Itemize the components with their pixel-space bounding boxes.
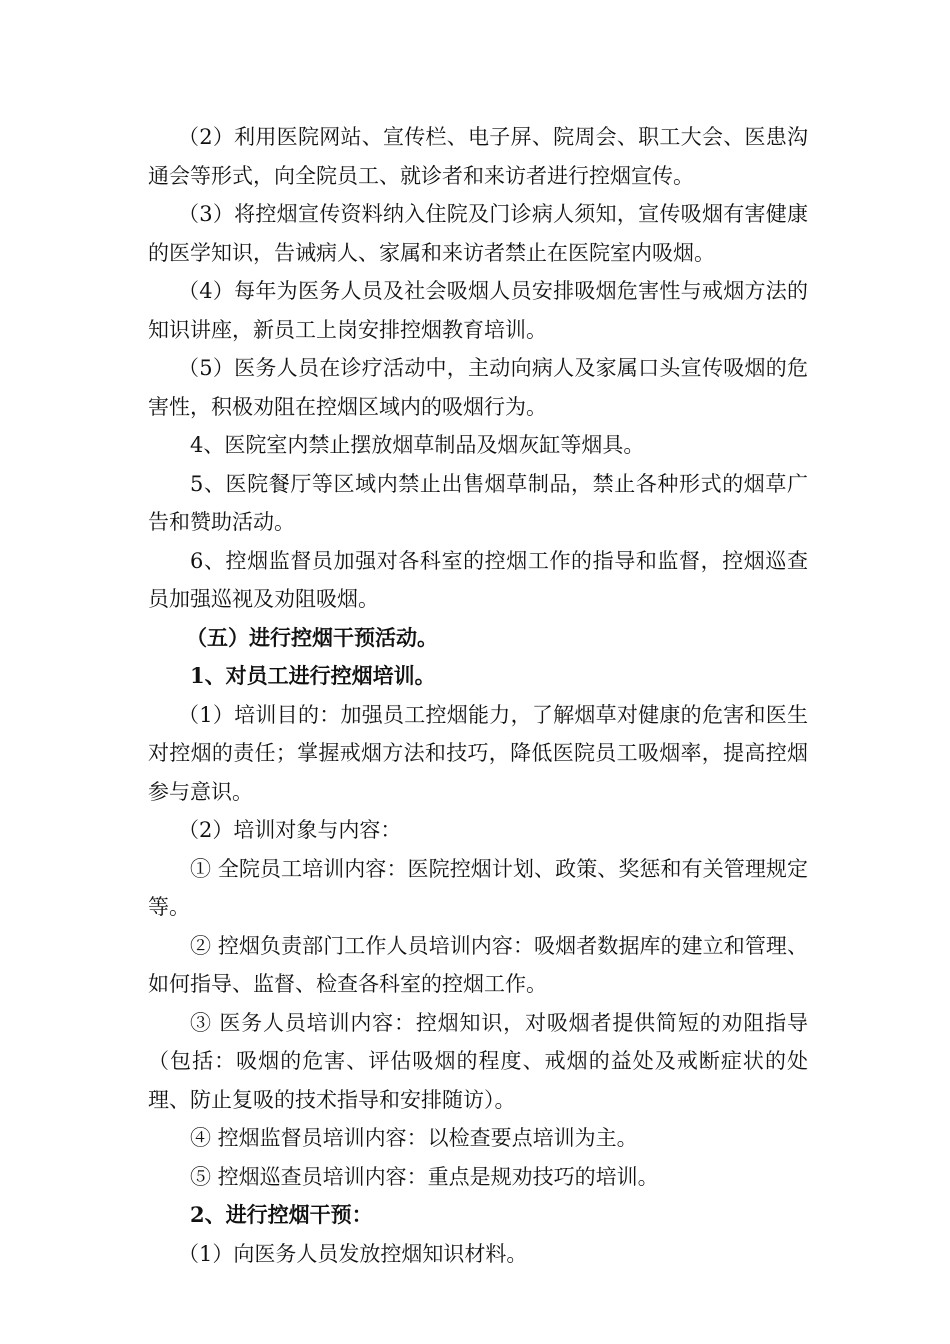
section-heading: （五）进行控烟干预活动。 <box>186 624 438 650</box>
document-body <box>148 118 808 1273</box>
list-item-circle-3: ③ 医务人员培训内容：控烟知识，对吸烟者提供简短的劝阻指导（包括：吸烟的危害、评估吸烟的程度、戒烟的益处及戒断症状的处理、防止复吸的技术指导和安排随访）。 <box>148 1010 808 1112</box>
list-item-circle-5: ⑤ 控烟巡查员培训内容：重点是规劝技巧的培训。 <box>190 1164 659 1189</box>
subsection-heading-training: 1、对员工进行控烟培训。 <box>190 663 436 688</box>
paragraph-training-targets: （2）培训对象与内容： <box>178 818 402 842</box>
paragraph-training-goal: （1）培训目的：加强员工控烟能力，了解烟草对健康的危害和医生对控烟的责任；掌握戒烟方法和技巧，降低医院员工吸烟率，提高控烟参与意识。 <box>148 702 808 804</box>
paragraph-item-2: （2）利用医院网站、宣传栏、电子屏、院周会、职工大会、医患沟通会等形式，向全院员工、就诊者和来访者进行控烟宣传。 <box>148 125 808 188</box>
paragraph-point-6: 6、控烟监督员加强对各科室的控烟工作的指导和监督，控烟巡查员加强巡视及劝阻吸烟。 <box>148 548 808 611</box>
paragraph-item-3: （3）将控烟宣传资料纳入住院及门诊病人须知，宣传吸烟有害健康的医学知识，告诫病人、家属和来访者禁止在医院室内吸烟。 <box>148 202 808 265</box>
subsection-heading-intervention: 2、进行控烟干预： <box>190 1202 373 1227</box>
paragraph-item-4: （4）每年为医务人员及社会吸烟人员安排吸烟危害性与戒烟方法的知识讲座，新员工上岗安排控烟教育培训。 <box>148 279 808 342</box>
paragraph-item-5: （5）医务人员在诊疗活动中，主动向病人及家属口头宣传吸烟的危害性，积极劝阻在控烟区域内的吸烟行为。 <box>148 356 808 419</box>
paragraph-point-5: 5、医院餐厅等区域内禁止出售烟草制品，禁止各种形式的烟草广告和赞助活动。 <box>148 471 808 534</box>
list-item-circle-1: ① 全院员工培训内容：医院控烟计划、政策、奖惩和有关管理规定等。 <box>148 856 808 919</box>
paragraph-intervention-1: （1）向医务人员发放控烟知识材料。 <box>178 1241 528 1266</box>
list-item-circle-4: ④ 控烟监督员培训内容：以检查要点培训为主。 <box>190 1126 638 1150</box>
list-item-circle-2: ② 控烟负责部门工作人员培训内容：吸烟者数据库的建立和管理、如何指导、监督、检查各科室的控烟工作。 <box>148 933 808 996</box>
paragraph-point-4: 4、医院室内禁止摆放烟草制品及烟灰缸等烟具。 <box>190 433 645 457</box>
